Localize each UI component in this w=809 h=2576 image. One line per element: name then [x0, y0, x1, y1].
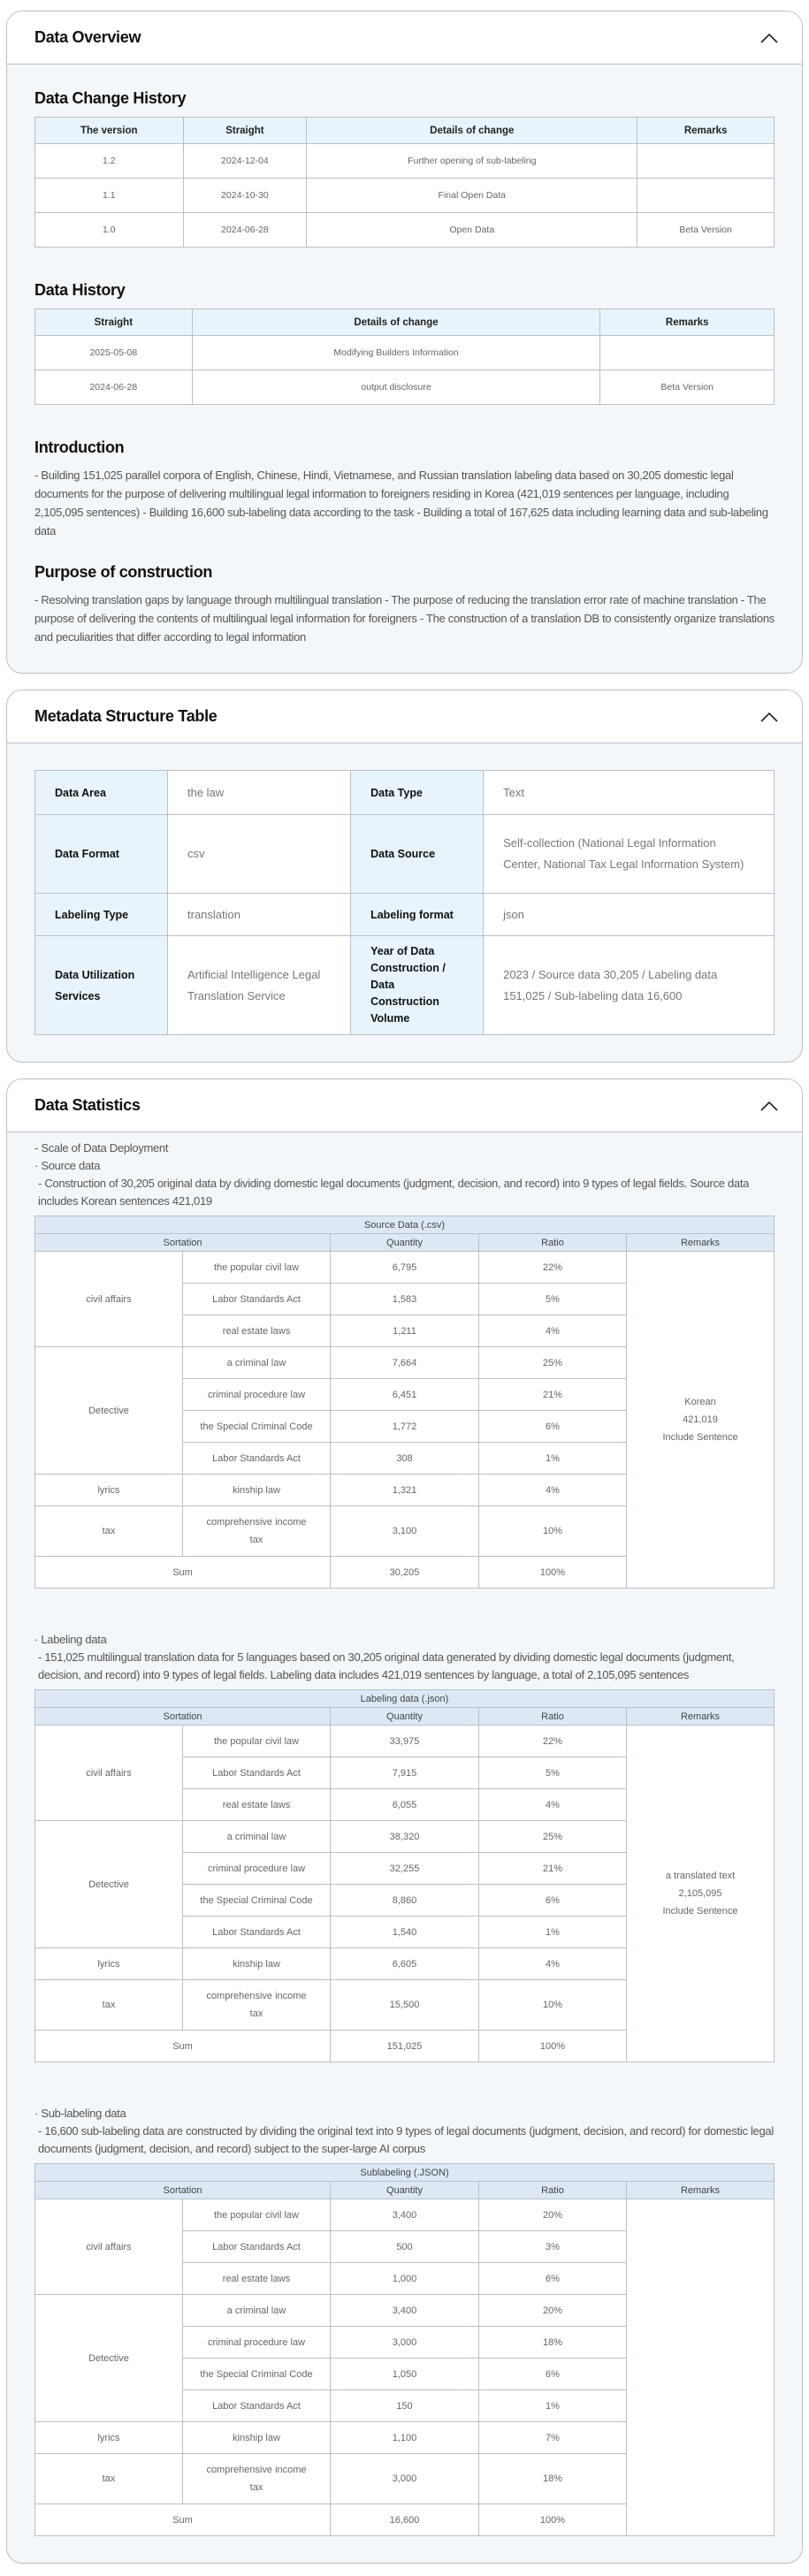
statistics-card [6, 1078, 803, 2564]
col-header: Remarks [637, 118, 775, 144]
quantity-cell: 500 [331, 2231, 479, 2263]
source-data-table [34, 1216, 775, 1589]
ratio-cell: 5% [479, 1284, 627, 1315]
quantity-cell: 1,321 [331, 1475, 479, 1506]
table-row [35, 213, 775, 248]
law-cell: the Special Criminal Code [183, 1885, 331, 1917]
quantity-cell: 1,211 [331, 1315, 479, 1347]
sum-ratio: 100% [479, 2031, 627, 2062]
data-overview-card [6, 11, 803, 674]
table-row [35, 936, 775, 1035]
meta-value: csv [168, 815, 351, 894]
table-title: Sublabeling (.JSON) [35, 2164, 775, 2182]
meta-key: Data Format [35, 815, 168, 894]
meta-value: Self-collection (National Legal Information Center, National Tax Legal Information System) [484, 815, 775, 894]
law-cell: Labor Standards Act [183, 1757, 331, 1789]
details-cell: output disclosure [192, 370, 600, 405]
quantity-cell: 6,451 [331, 1379, 479, 1411]
quantity-cell: 1,583 [331, 1284, 479, 1315]
sublabeling-desc: - 16,600 sub-labeling data are constructed by dividing the original text into 9 types of legal documents (judgment, decision, and record) for domestic legal documents (judgment, decision, and record) subject to the super-large AI corpus [38, 2124, 774, 2155]
ratio-cell: 1% [479, 1917, 627, 1948]
remarks-cell: Korean 421,019 Include Sentence [627, 1252, 775, 1589]
meta-key: Data Utilization Services [35, 936, 168, 1035]
labeling-desc: - 151,025 multilingual translation data for 5 languages based on 30,205 original data generated by dividing domestic legal documents (judgment, decision, and record) into 9 types of legal fields. Labeling data includes 421,019 sentences by language, a total of 2,105,095 sentences [38, 1650, 735, 1681]
sum-ratio: 100% [479, 1557, 627, 1589]
col-header: Ratio [479, 1708, 627, 1726]
quantity-cell: 32,255 [331, 1853, 479, 1885]
table-row [35, 771, 775, 815]
law-cell: Labor Standards Act [183, 1284, 331, 1315]
change-history-section [34, 89, 775, 248]
ratio-cell: 4% [479, 1789, 627, 1821]
ratio-cell: 25% [479, 1821, 627, 1853]
labeling-intro [34, 1631, 775, 1684]
quantity-cell: 15,500 [331, 1980, 479, 2031]
labeling-data-table [34, 1689, 775, 2062]
chevron-up-icon[interactable] [758, 27, 781, 50]
remarks-cell: a translated text 2,105,095 Include Sentence [627, 1726, 775, 2062]
version-cell: 1.0 [35, 213, 184, 248]
purpose-title: Purpose of construction [34, 563, 213, 581]
col-header: Remarks [627, 1234, 775, 1252]
quantity-cell: 1,540 [331, 1917, 479, 1948]
ratio-cell: 18% [479, 2327, 627, 2359]
table-row [35, 1726, 775, 1757]
law-cell: criminal procedure law [183, 1379, 331, 1411]
quantity-cell: 308 [331, 1443, 479, 1475]
law-cell: a criminal law [183, 1347, 331, 1379]
ratio-cell: 10% [479, 1980, 627, 2031]
law-cell: kinship law [183, 1475, 331, 1506]
data-overview-title: Data Overview [34, 28, 141, 46]
law-cell: criminal procedure law [183, 1853, 331, 1885]
statistics-title: Data Statistics [34, 1096, 141, 1114]
law-cell: comprehensive income tax [183, 2454, 331, 2504]
meta-key: Data Area [35, 771, 168, 815]
remarks-cell [637, 179, 775, 213]
chevron-up-icon[interactable] [758, 705, 781, 728]
source-desc: - Construction of 30,205 original data by dividing domestic legal documents (judgment, decision, and record) into 9 types of legal fields. Source data includes Korean sentences 421,019 [38, 1177, 750, 1208]
ratio-cell: 22% [479, 1726, 627, 1757]
law-cell: a criminal law [183, 2295, 331, 2327]
meta-value: json [484, 894, 775, 936]
date-cell: 2025-05-08 [35, 336, 193, 370]
ratio-cell: 6% [479, 1411, 627, 1443]
meta-value: Artificial Intelligence Legal Translation Service [168, 936, 351, 1035]
law-cell: comprehensive income tax [183, 1506, 331, 1557]
col-header: Quantity [331, 1234, 479, 1252]
metadata-title: Metadata Structure Table [34, 707, 218, 725]
data-history-table [34, 309, 775, 405]
introduction-text: - Building 151,025 parallel corpora of English, Chinese, Hindi, Vietnamese, and Russian translation labeling data based on 30,205 domestic legal documents for the purpose of delivering multilingual legal information to foreigners residing in Korea (421,019 sentences per language, including 2,105,095 sentences) - Building 16,600 sub-labeling data according to the task - Building a total of 167,625 data including learning data and sub-labeling data [34, 469, 768, 537]
ratio-cell: 7% [479, 2422, 627, 2454]
table-title: Source Data (.csv) [35, 1216, 775, 1234]
meta-value: 2023 / Source data 30,205 / Labeling data 151,025 / Sub-labeling data 16,600 [484, 936, 775, 1035]
category-cell: civil affairs [35, 2199, 183, 2295]
col-header: Remarks [627, 2182, 775, 2199]
category-cell: civil affairs [35, 1252, 183, 1347]
details-cell: Open Data [307, 213, 637, 248]
col-header: Details of change [307, 118, 637, 144]
sublabeling-label: · Sub-labeling data [34, 2107, 126, 2120]
quantity-cell: 1,000 [331, 2263, 479, 2295]
meta-value: Text [484, 771, 775, 815]
version-cell: 1.2 [35, 144, 184, 179]
ratio-cell: 1% [479, 1443, 627, 1475]
category-cell: tax [35, 2454, 183, 2504]
source-label: · Source data [34, 1159, 101, 1172]
quantity-cell: 150 [331, 2390, 479, 2422]
sublabeling-intro [34, 2105, 775, 2158]
col-header: Details of change [192, 309, 600, 336]
table-row [35, 815, 775, 894]
ratio-cell: 4% [479, 1475, 627, 1506]
col-header: Straight [183, 118, 307, 144]
details-cell: Final Open Data [307, 179, 637, 213]
col-header: Straight [35, 309, 193, 336]
ratio-cell: 1% [479, 2390, 627, 2422]
details-cell: Further opening of sub-labeling [307, 144, 637, 179]
table-row [35, 1252, 775, 1284]
sublabeling-data-table [34, 2163, 775, 2536]
meta-key: Data Type [351, 771, 484, 815]
sum-ratio: 100% [479, 2504, 627, 2536]
law-cell: Labor Standards Act [183, 2390, 331, 2422]
quantity-cell: 38,320 [331, 1821, 479, 1853]
sum-label: Sum [35, 2031, 331, 2062]
meta-value: the law [168, 771, 351, 815]
metadata-card [6, 690, 803, 1063]
date-cell: 2024-06-28 [183, 213, 307, 248]
law-cell: the popular civil law [183, 1252, 331, 1284]
change-history-table [34, 117, 775, 248]
remarks-cell [637, 144, 775, 179]
table-row [35, 336, 775, 370]
law-cell: kinship law [183, 2422, 331, 2454]
ratio-cell: 3% [479, 2231, 627, 2263]
ratio-cell: 25% [479, 1347, 627, 1379]
law-cell: Labor Standards Act [183, 1443, 331, 1475]
table-row [35, 370, 775, 405]
data-history-title: Data History [34, 281, 126, 299]
law-cell: the Special Criminal Code [183, 1411, 331, 1443]
ratio-cell: 20% [479, 2295, 627, 2327]
col-header: The version [35, 118, 184, 144]
table-row [35, 2199, 775, 2231]
ratio-cell: 10% [479, 1506, 627, 1557]
quantity-cell: 3,000 [331, 2454, 479, 2504]
ratio-cell: 21% [479, 1853, 627, 1885]
table-row [35, 179, 775, 213]
ratio-cell: 6% [479, 2359, 627, 2390]
version-cell: 1.1 [35, 179, 184, 213]
scale-label: - Scale of Data Deployment [34, 1141, 169, 1155]
introduction-section [34, 438, 775, 540]
statistics-header[interactable] [7, 1079, 802, 1132]
data-overview-header[interactable] [7, 11, 802, 65]
quantity-cell: 3,400 [331, 2295, 479, 2327]
quantity-cell: 3,000 [331, 2327, 479, 2359]
category-cell: Detective [35, 1347, 183, 1475]
remarks-cell [627, 2199, 775, 2536]
category-cell: Detective [35, 2295, 183, 2422]
date-cell: 2024-10-30 [183, 179, 307, 213]
change-history-title: Data Change History [34, 89, 187, 107]
quantity-cell: 8,860 [331, 1885, 479, 1917]
col-header: Remarks [627, 1708, 775, 1726]
table-row [35, 144, 775, 179]
quantity-cell: 6,605 [331, 1948, 479, 1980]
ratio-cell: 20% [479, 2199, 627, 2231]
ratio-cell: 22% [479, 1252, 627, 1284]
quantity-cell: 3,400 [331, 2199, 479, 2231]
col-header: Remarks [600, 309, 775, 336]
law-cell: kinship law [183, 1948, 331, 1980]
sum-label: Sum [35, 1557, 331, 1589]
sum-quantity: 151,025 [331, 2031, 479, 2062]
col-header: Quantity [331, 2182, 479, 2199]
category-cell: Detective [35, 1821, 183, 1948]
meta-key: Year of Data Construction / Data Construction Volume [351, 936, 484, 1035]
quantity-cell: 7,915 [331, 1757, 479, 1789]
purpose-text: - Resolving translation gaps by language through multilingual translation - The purpose of reducing the translation error rate of machine translation - The purpose of delivering the contents of multilingual legal information for foreigners - The construction of a translation DB to consistently organize translations and peculiarities that differ according to legal information [34, 593, 775, 644]
sum-quantity: 30,205 [331, 1557, 479, 1589]
category-cell: lyrics [35, 1475, 183, 1506]
category-cell: tax [35, 1980, 183, 2031]
ratio-cell: 18% [479, 2454, 627, 2504]
chevron-up-icon[interactable] [758, 1094, 781, 1117]
law-cell: real estate laws [183, 2263, 331, 2295]
quantity-cell: 1,772 [331, 1411, 479, 1443]
introduction-title: Introduction [34, 438, 125, 456]
col-header: Sortation [35, 1708, 331, 1726]
law-cell: real estate laws [183, 1789, 331, 1821]
col-header: Ratio [479, 2182, 627, 2199]
col-header: Ratio [479, 1234, 627, 1252]
category-cell: lyrics [35, 2422, 183, 2454]
category-cell: civil affairs [35, 1726, 183, 1821]
remarks-cell: Beta Version [637, 213, 775, 248]
sum-quantity: 16,600 [331, 2504, 479, 2536]
law-cell: Labor Standards Act [183, 2231, 331, 2263]
law-cell: real estate laws [183, 1315, 331, 1347]
ratio-cell: 4% [479, 1315, 627, 1347]
ratio-cell: 4% [479, 1948, 627, 1980]
law-cell: a criminal law [183, 1821, 331, 1853]
col-header: Quantity [331, 1708, 479, 1726]
law-cell: comprehensive income tax [183, 1980, 331, 2031]
law-cell: the Special Criminal Code [183, 2359, 331, 2390]
date-cell: 2024-12-04 [183, 144, 307, 179]
law-cell: the popular civil law [183, 1726, 331, 1757]
quantity-cell: 6,055 [331, 1789, 479, 1821]
data-history-section [34, 281, 775, 405]
quantity-cell: 1,050 [331, 2359, 479, 2390]
sum-label: Sum [35, 2504, 331, 2536]
metadata-header[interactable] [7, 690, 802, 743]
purpose-section [34, 563, 775, 646]
meta-value: translation [168, 894, 351, 936]
law-cell: the popular civil law [183, 2199, 331, 2231]
law-cell: criminal procedure law [183, 2327, 331, 2359]
table-title: Labeling data (.json) [35, 1690, 775, 1708]
metadata-table [34, 770, 775, 1035]
meta-key: Data Source [351, 815, 484, 894]
meta-key: Labeling format [351, 894, 484, 936]
details-cell: Modifying Builders Information [192, 336, 600, 370]
quantity-cell: 1,100 [331, 2422, 479, 2454]
remarks-cell: Beta Version [600, 370, 775, 405]
date-cell: 2024-06-28 [35, 370, 193, 405]
col-header: Sortation [35, 2182, 331, 2199]
quantity-cell: 3,100 [331, 1506, 479, 1557]
col-header: Sortation [35, 1234, 331, 1252]
remarks-cell [600, 336, 775, 370]
quantity-cell: 33,975 [331, 1726, 479, 1757]
ratio-cell: 6% [479, 2263, 627, 2295]
table-row [35, 894, 775, 936]
meta-key: Labeling Type [35, 894, 168, 936]
quantity-cell: 7,664 [331, 1347, 479, 1379]
quantity-cell: 6,795 [331, 1252, 479, 1284]
ratio-cell: 6% [479, 1885, 627, 1917]
source-intro [34, 1157, 775, 1210]
category-cell: lyrics [35, 1948, 183, 1980]
ratio-cell: 5% [479, 1757, 627, 1789]
labeling-label: · Labeling data [34, 1633, 107, 1646]
law-cell: Labor Standards Act [183, 1917, 331, 1948]
category-cell: tax [35, 1506, 183, 1557]
ratio-cell: 21% [479, 1379, 627, 1411]
